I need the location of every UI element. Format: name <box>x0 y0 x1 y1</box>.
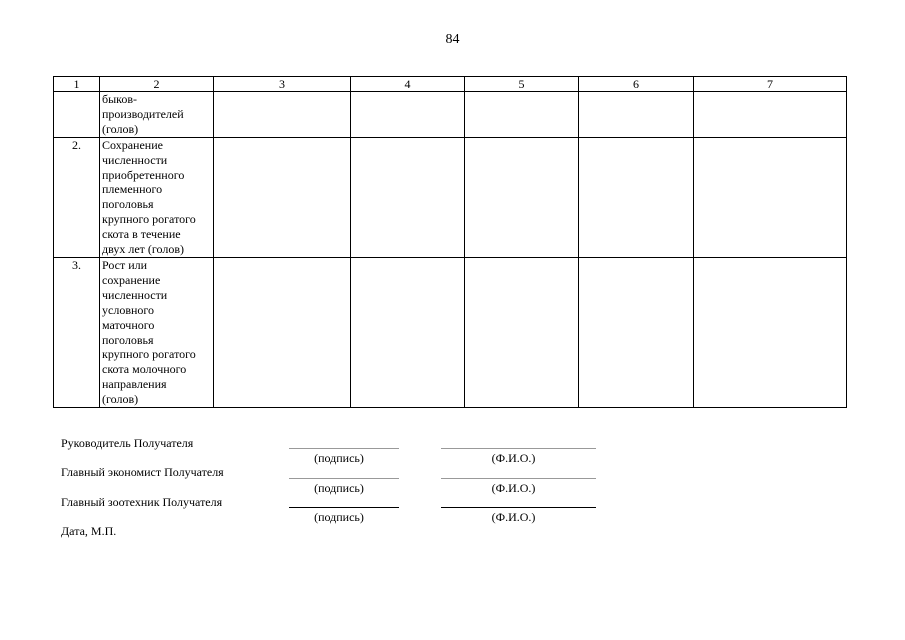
indicator-text: Рост или сохранение численности условного маточного поголовья крупного рогатого скота молочного направления (голов) <box>102 257 196 407</box>
table-cell <box>694 92 847 138</box>
column-header: 3 <box>214 77 351 92</box>
row-number <box>54 92 100 138</box>
table-cell <box>351 92 465 138</box>
signature-line <box>289 448 399 449</box>
table-cell <box>465 92 579 138</box>
table-row <box>54 137 847 257</box>
indicator-text: быков- производителей (голов) <box>102 92 184 136</box>
table-cell <box>465 137 579 257</box>
name-caption: (Ф.И.О.) <box>491 510 536 524</box>
table-cell <box>214 257 351 407</box>
report-table <box>53 76 847 408</box>
indicator-name <box>100 137 214 257</box>
indicator-name <box>100 257 214 407</box>
column-header: 7 <box>694 77 847 92</box>
signature-line <box>289 478 399 479</box>
table-row <box>54 92 847 138</box>
row-number: 2. <box>54 137 100 257</box>
signature-line <box>289 507 399 508</box>
signature-caption: (подпись) <box>314 481 364 495</box>
signature-label: Главный экономист Получателя <box>61 465 224 479</box>
column-header: 5 <box>465 77 579 92</box>
signature-label: Руководитель Получателя <box>61 436 194 450</box>
table-cell <box>694 257 847 407</box>
signature-caption: (подпись) <box>314 451 364 465</box>
table-cell <box>579 137 694 257</box>
table-cell <box>579 92 694 138</box>
row-number: 3. <box>54 257 100 407</box>
page-number: 84 <box>445 32 460 47</box>
name-line <box>441 478 596 479</box>
signature-label: Главный зоотехник Получателя <box>61 495 223 509</box>
table-row <box>54 257 847 407</box>
table-cell <box>694 137 847 257</box>
table-cell <box>351 137 465 257</box>
table-cell <box>465 257 579 407</box>
name-caption: (Ф.И.О.) <box>491 481 536 495</box>
indicator-text: Сохранение численности приобретенного племенного поголовья крупного рогатого скота в течение двух лет (голов) <box>102 137 196 257</box>
indicator-name <box>100 92 214 138</box>
column-header: 2 <box>100 77 214 92</box>
column-header: 1 <box>54 77 100 92</box>
column-header: 6 <box>579 77 694 92</box>
date-stamp-label: Дата, М.П. <box>61 524 117 538</box>
name-caption: (Ф.И.О.) <box>491 451 536 465</box>
table-cell <box>351 257 465 407</box>
name-line <box>441 448 596 449</box>
signature-caption: (подпись) <box>314 510 364 524</box>
column-header: 4 <box>351 77 465 92</box>
table-header-row <box>54 77 847 92</box>
table-cell <box>579 257 694 407</box>
table-cell <box>214 137 351 257</box>
table-cell <box>214 92 351 138</box>
name-line <box>441 507 596 508</box>
